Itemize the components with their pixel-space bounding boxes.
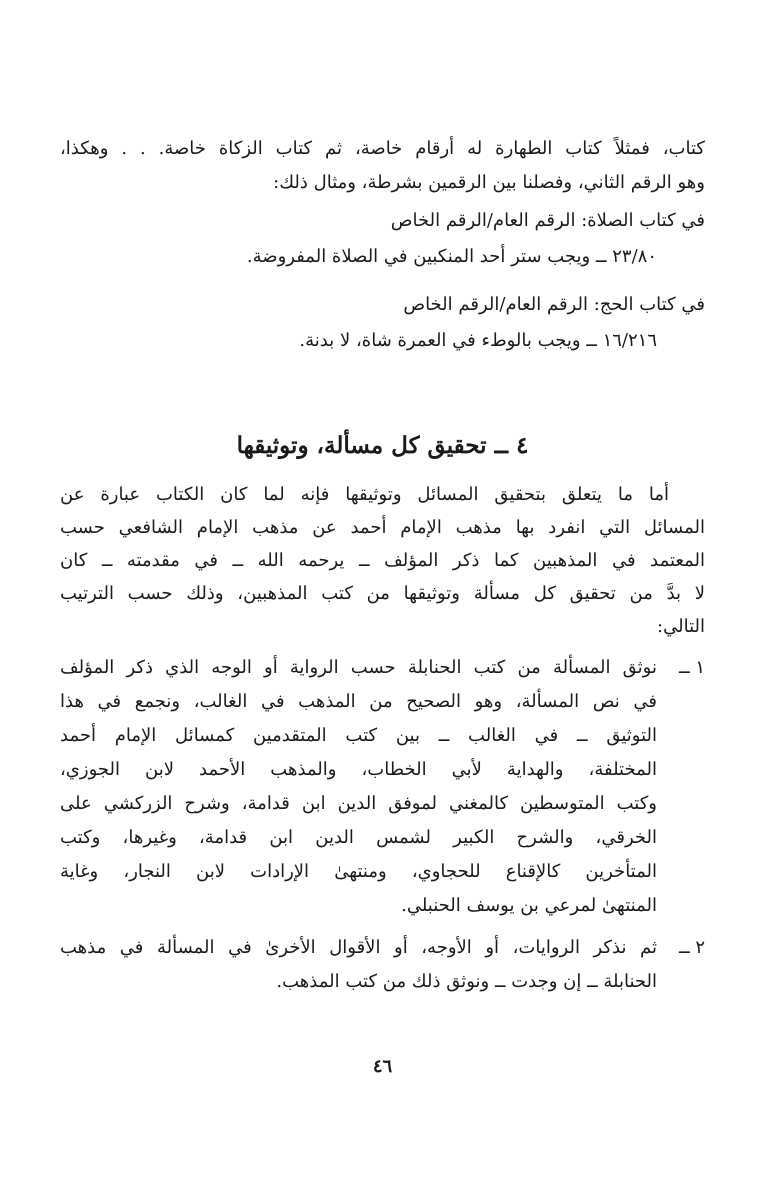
page-number: ٤٦ <box>372 1056 393 1077</box>
example-label: في كتاب الصلاة: <box>581 210 705 231</box>
list-item <box>60 931 705 999</box>
intro-paragraph <box>60 132 705 200</box>
page-body <box>60 132 705 999</box>
example-prayer <box>60 204 705 276</box>
example-hajj <box>60 288 705 360</box>
text-line: المنتهىٰ لمرعي بن يوسف الحنبلي. <box>401 895 657 916</box>
text-line: المعتمد في المذهبين كما ذكر المؤلف ــ يرحمه الله ــ في مقدمته ــ كان <box>60 550 705 571</box>
example-column-header: الرقم العام/الرقم الخاص <box>390 210 576 231</box>
text-line: في نص المسألة، وهو الصحيح من المذهب في الغالب، ونجمع في هذا <box>60 691 657 712</box>
example-header-line <box>60 288 705 322</box>
text-line: ثم نذكر الروايات، أو الأوجه، أو الأقوال الأخرىٰ في المسألة في مذهب <box>60 937 657 958</box>
section-heading: ٤ ــ تحقيق كل مسألة، وتوثيقها <box>236 432 529 459</box>
section-paragraph <box>60 478 705 643</box>
list-item-number: ١ ــ <box>679 657 705 678</box>
text-line: التالي: <box>657 616 705 637</box>
text-line: نوثق المسألة من كتب الحنابلة حسب الرواية أو الوجه الذي ذكر المؤلف <box>60 657 657 678</box>
example-item: ٢٣/٨٠ ــ ويجب ستر أحد المنكبين في الصلاة المفروضة. <box>246 246 657 267</box>
text-line: الحنابلة ــ إن وجدت ــ ونوثق ذلك من كتب المذهب. <box>276 971 657 992</box>
text-line: وهو الرقم الثاني، وفصلنا بين الرقمين بشرطة، ومثال ذلك: <box>273 172 705 193</box>
example-label: في كتاب الحج: <box>593 294 705 315</box>
text-line: لا بدَّ من تحقيق كل مسألة وتوثيقها من كتب المذهبين، وذلك حسب الترتيب <box>60 583 705 604</box>
text-line: أما ما يتعلق بتحقيق المسائل وتوثيقها فإنه لما كان الكتاب عبارة عن <box>60 484 669 505</box>
text-line: المختلفة، والهداية لأبي الخطاب، والمذهب الأحمد لابن الجوزي، <box>60 759 657 780</box>
example-item: ١٦/٢١٦ ــ ويجب بالوطء في العمرة شاة، لا بدنة. <box>299 330 657 351</box>
text-line: الخرقي، والشرح الكبير لشمس الدين ابن قدامة، وغيرها، وكتب <box>60 827 657 848</box>
example-column-header: الرقم العام/الرقم الخاص <box>403 294 588 315</box>
list-item <box>60 651 705 923</box>
text-line: وكتب المتوسطين كالمغني لموفق الدين ابن قدامة، وشرح الزركشي على <box>60 793 657 814</box>
text-line: المسائل التي انفرد بها مذهب الإمام أحمد عن مذهب الإمام الشافعي حسب <box>60 517 705 538</box>
text-line: المتأخرين كالإقناع للحجاوي، ومنتهىٰ الإرادات لابن النجار، وغاية <box>60 861 657 882</box>
example-header-line <box>60 204 705 238</box>
list-item-number: ٢ ــ <box>679 937 705 958</box>
text-line: التوثيق ــ في الغالب ــ بين كتب المتقدمين كمسائل الإمام أحمد <box>60 725 657 746</box>
text-line: كتاب، فمثلاً كتاب الطهارة له أرقام خاصة، ثم كتاب الزكاة خاصة. . . وهكذا، <box>60 138 705 159</box>
